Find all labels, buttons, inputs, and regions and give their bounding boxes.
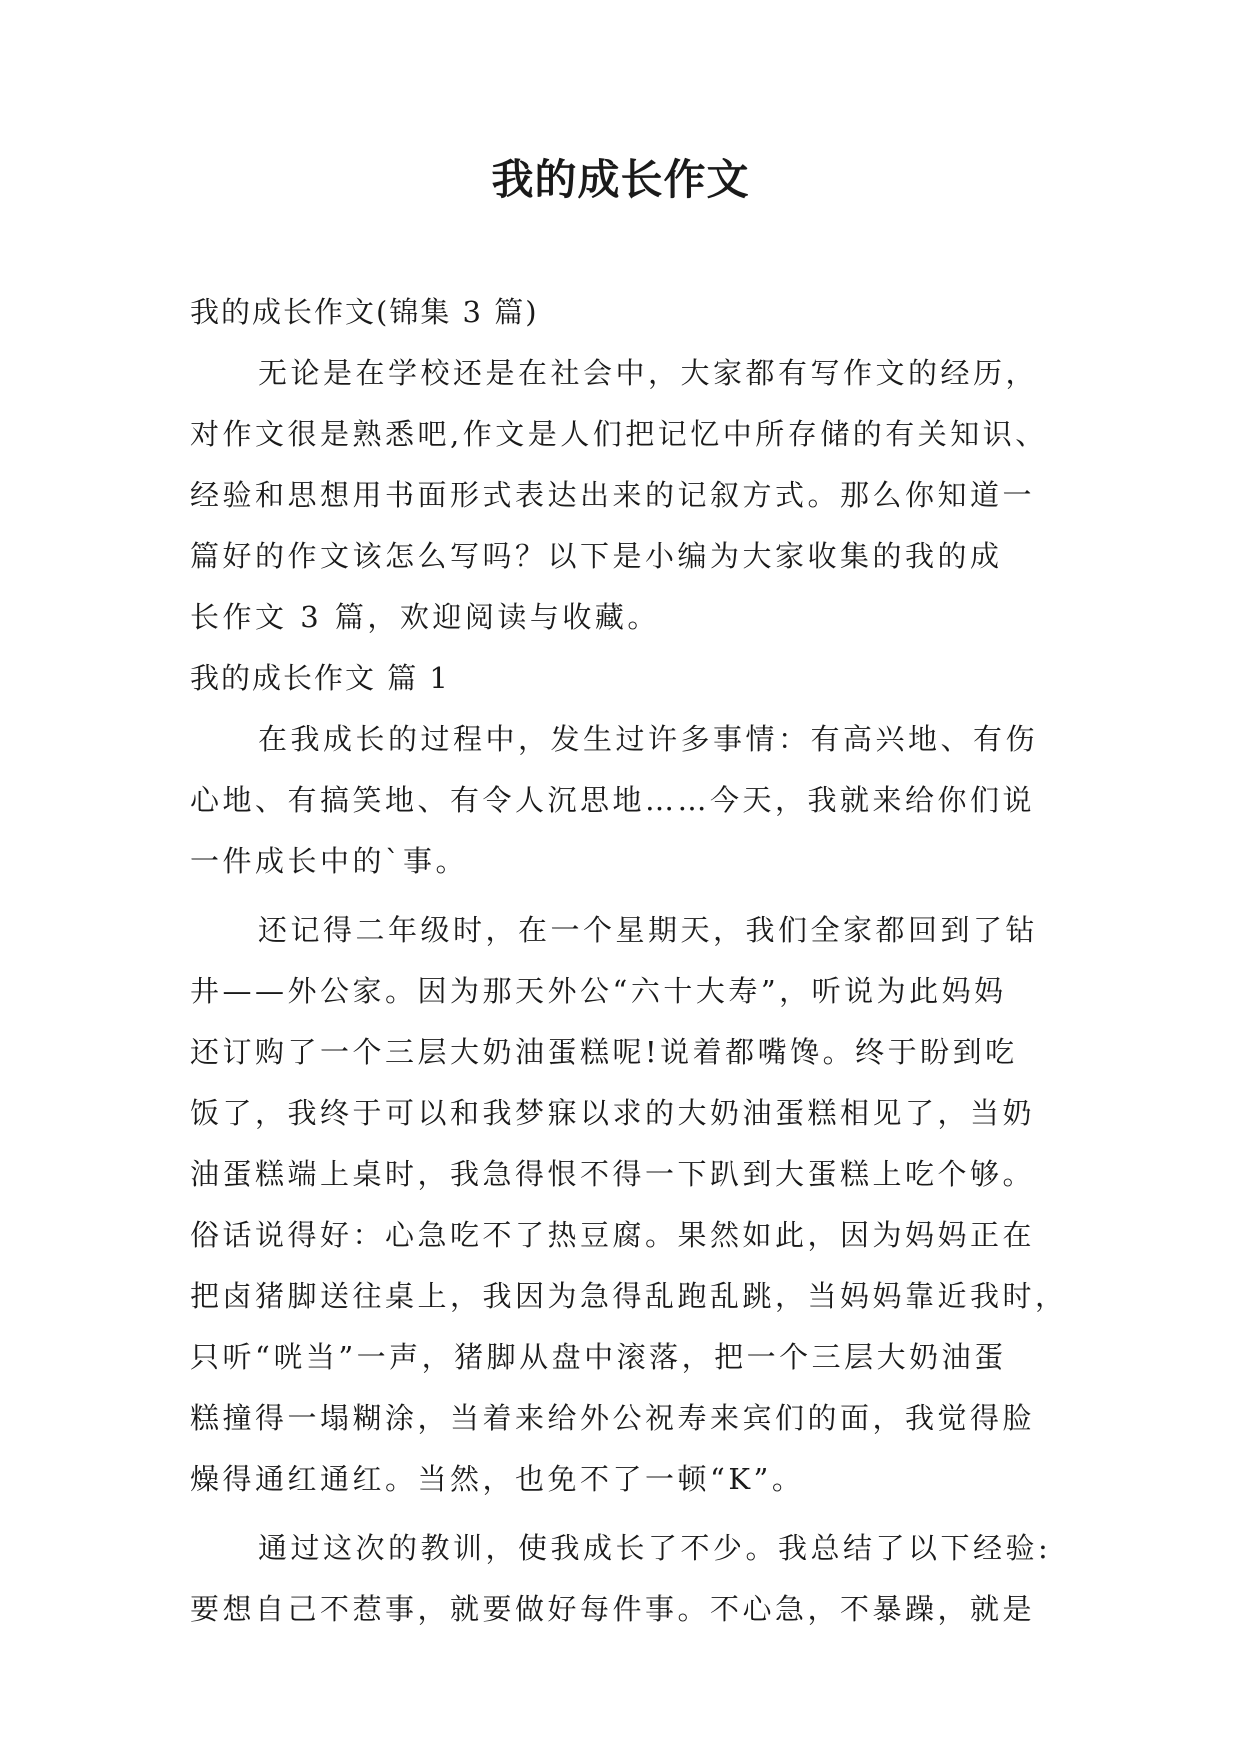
paragraph-line: 一件成长中的`事。 <box>190 844 469 878</box>
intro-line: 篇好的作文该怎么写吗？以下是小编为大家收集的我的成 <box>190 539 1003 573</box>
paragraph-line: 燥得通红通红。当然，也免不了一顿“K”。 <box>190 1462 805 1496</box>
paragraph-line: 俗话说得好：心急吃不了热豆腐。果然如此，因为妈妈正在 <box>190 1218 1036 1252</box>
paragraph-line: 井——外公家。因为那天外公“六十大寿”，听说为此妈妈 <box>190 974 1007 1008</box>
paragraph-line: 还记得二年级时，在一个星期天，我们全家都回到了钻 <box>258 913 1039 947</box>
paragraph-line: 把卤猪脚送往桌上，我因为急得乱跑乱跳，当妈妈靠近我时， <box>190 1279 1068 1313</box>
intro-line: 长作文 3 篇，欢迎阅读与收藏。 <box>190 600 660 634</box>
paragraph-line: 在我成长的过程中，发生过许多事情：有高兴地、有伤 <box>258 722 1039 756</box>
essay-heading: 我的成长作文 篇 1 <box>190 661 450 695</box>
intro-line: 经验和思想用书面形式表达出来的记叙方式。那么你知道一 <box>190 478 1036 512</box>
paragraph-line: 糕撞得一塌糊涂，当着来给外公祝寿来宾们的面，我觉得脸 <box>190 1401 1036 1435</box>
intro-line: 对作文很是熟悉吧,作文是人们把记忆中所存储的有关知识、 <box>190 417 1048 451</box>
paragraph-line: 只听“咣当”一声，猪脚从盘中滚落，把一个三层大奶油蛋 <box>190 1340 1007 1374</box>
paragraph-line: 油蛋糕端上桌时，我急得恨不得一下趴到大蛋糕上吃个够。 <box>190 1157 1036 1191</box>
paragraph-line: 心地、有搞笑地、有令人沉思地……今天，我就来给你们说 <box>190 783 1036 817</box>
collection-heading: 我的成长作文(锦集 3 篇) <box>190 295 539 329</box>
paragraph-line: 还订购了一个三层大奶油蛋糕呢!说着都嘴馋。终于盼到吃 <box>190 1035 1018 1069</box>
document-body <box>190 282 1068 1640</box>
paragraph-line: 通过这次的教训，使我成长了不少。我总结了以下经验: <box>258 1531 1052 1565</box>
paragraph-line: 饭了，我终于可以和我梦寐以求的大奶油蛋糕相见了，当奶 <box>190 1096 1036 1130</box>
document-title: 我的成长作文 <box>491 155 750 204</box>
paragraph-line: 要想自己不惹事，就要做好每件事。不心急，不暴躁，就是 <box>190 1592 1036 1626</box>
intro-line: 无论是在学校还是在社会中，大家都有写作文的经历， <box>258 356 1039 390</box>
